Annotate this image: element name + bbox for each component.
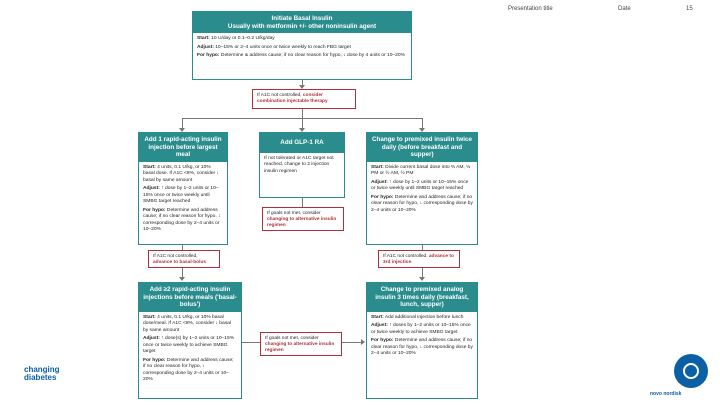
col1-hypo-label: For hypo: xyxy=(143,207,166,213)
note-top-plain: If A1C not controlled, xyxy=(257,93,302,98)
basal-subtitle: Usually with metformin +/- other noninsulin agent xyxy=(227,22,377,30)
note-mid1-red: changing to alternative insulin regimen xyxy=(267,217,337,228)
basal-adjust-text: 10–15% or 2–4 units once or twice weekly to reach FBG target xyxy=(215,44,351,50)
connector-note xyxy=(302,108,303,118)
col4-adjust-label: Adjust: xyxy=(143,336,160,342)
note-right-plain: If A1C not controlled, xyxy=(383,254,428,259)
logo-left-line1: changing xyxy=(24,365,60,374)
col6-adjust-label: Adjust: xyxy=(371,323,388,329)
col3-start-label: Start: xyxy=(371,164,384,170)
note-mid2-red: changing to alternative insulin regimen xyxy=(265,342,335,353)
glp1-ra-box xyxy=(259,132,345,198)
note-alternative-regimen-1 xyxy=(262,207,344,231)
col4-title: Add ≥2 rapid-acting insulin injections before meals ('basal-bolus') xyxy=(139,283,241,312)
basal-adjust-label: Adjust: xyxy=(197,44,214,50)
basal-title: Initiate Basal Insulin xyxy=(271,15,333,22)
note-left-red: advance to basal-bolus xyxy=(153,260,207,265)
col4-start-label: Start: xyxy=(143,314,156,320)
col6-hypo-label: For hypo: xyxy=(371,338,394,344)
basal-hypo-text: Determine & address cause; if no clear reason for hypo, ↓ dose by 4 units or 10–20% xyxy=(220,53,405,59)
note-combination-therapy xyxy=(252,89,356,109)
novo-nordisk-bull-icon xyxy=(674,354,708,388)
col4-start-text: 4 units, 0.1 U/kg, or 10% basal dose/meal. If A1C <8%, consider ↓ basal by same amount xyxy=(143,314,231,333)
col1-adjust-text: ↑ dose by 1–2 units or 10–15% once or twice weekly until SMBG target reached xyxy=(143,186,219,205)
col6-title: Change to premixed analog insulin 3 times daily (breakfast, lunch, supper) xyxy=(367,283,477,312)
connector-mid2-left xyxy=(242,342,260,343)
logo-left-line2: diabetes xyxy=(24,373,57,382)
note-mid1-plain: If goals not met, consider xyxy=(267,211,321,216)
col1-hypo-text: Determine and address cause; if no clear reason for hypo, ↓ corresponding dose by 2–4 units or 10–20% xyxy=(143,207,221,233)
col4-hypo-text: Determine and address cause; if no clear reason for hypo, ↓ corresponding dose by 2–4 units or 10–20% xyxy=(143,357,234,383)
basal-hypo-label: For hypo: xyxy=(197,53,220,59)
col1-start-text: 4 units, 0.1 U/kg, or 10% basal dose. If A1C <8%, consider ↓ basal by same amount xyxy=(143,164,219,183)
col6-start-label: Start: xyxy=(371,314,384,320)
arrow-right xyxy=(361,339,365,345)
basal-start-label: Start: xyxy=(197,36,210,42)
basal-bolus-box xyxy=(138,282,242,399)
note-alternative-regimen-2 xyxy=(260,332,342,356)
basal-start-text: 10 U/day or 0.1–0.2 U/kg/day xyxy=(211,36,275,42)
note-mid2-plain: If goals not met, consider xyxy=(265,336,319,341)
col2-title: Add GLP-1 RA xyxy=(260,133,344,153)
basal-title-bar xyxy=(193,12,411,33)
note-top-red: consider combination injectable therapy xyxy=(257,93,328,104)
connector-mid2-right xyxy=(342,342,362,343)
premixed-three-times-box xyxy=(366,282,478,399)
col3-adjust-text: ↑ dose by 1–2 units or 10–15% once or twice weekly until SMBG target reached xyxy=(371,179,469,192)
col2-text: If not tolerated or A1C target not reached, change to 2 injection insulin regimen xyxy=(264,155,334,174)
arrow-col6 xyxy=(419,277,425,281)
arrow-col4 xyxy=(179,277,185,281)
basal-insulin-box xyxy=(192,11,412,80)
col4-adjust-text: ↑ dose(s) by 1–2 units or 10–15% once or twice weekly to achieve SMBG target xyxy=(143,336,235,355)
date-label: Date xyxy=(618,6,631,12)
col6-adjust-text: ↑ doses by 1–2 units or 10–15% once or twice weekly to achieve SMBG target xyxy=(371,323,471,335)
col6-start-text: Add additional injection before lunch xyxy=(384,314,464,320)
premixed-twice-box xyxy=(366,132,478,245)
connector-col2-down xyxy=(302,197,303,207)
col3-hypo-label: For hypo: xyxy=(371,194,394,200)
page-number: 15 xyxy=(686,6,693,12)
col3-hypo-text: Determine and address cause; if no clear reason for hypo, ↓ corresponding dose by 2–4 units or 10–20% xyxy=(371,194,473,213)
col1-adjust-label: Adjust: xyxy=(143,186,160,192)
novo-nordisk-logo-text: novo nordisk xyxy=(650,391,682,397)
col1-title: Add 1 rapid-acting insulin injection before largest meal xyxy=(139,133,227,162)
rapid-acting-one-box xyxy=(138,132,228,245)
col4-hypo-label: For hypo: xyxy=(143,357,166,363)
changing-diabetes-logo xyxy=(24,366,60,382)
note-right-red: advance to 3rd injection xyxy=(383,254,454,265)
col3-start-text: Divide current basal dose into ⅔ AM, ⅓ PM or ½ AM, ½ PM xyxy=(371,164,471,177)
col6-hypo-text: Determine and address cause; if no clear reason for hypo, ↓ corresponding dose by 2–4 units or 10–20% xyxy=(371,338,473,357)
col1-start-label: Start: xyxy=(143,164,156,170)
note-left-plain: If A1C not controlled, xyxy=(153,254,198,259)
presentation-title: Presentation title xyxy=(508,6,553,12)
col3-adjust-label: Adjust: xyxy=(371,179,388,185)
note-third-injection xyxy=(378,250,460,268)
col3-title: Change to premixed insulin twice daily (before breakfast and supper) xyxy=(367,133,477,162)
note-basal-bolus xyxy=(148,250,220,268)
